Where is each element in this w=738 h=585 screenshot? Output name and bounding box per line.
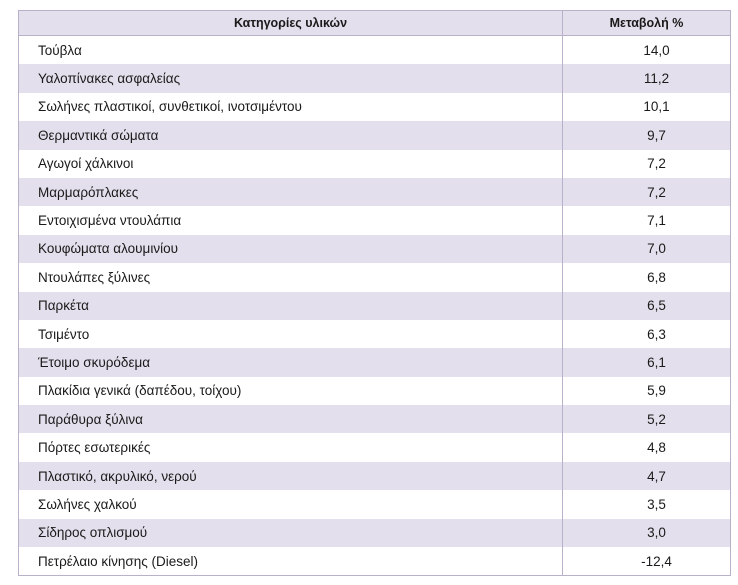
category-cell: Εντοιχισμένα ντουλάπια: [19, 206, 563, 234]
category-cell: Τσιμέντο: [19, 320, 563, 348]
change-cell: 4,8: [563, 433, 731, 461]
category-cell: Κουφώματα αλουμινίου: [19, 235, 563, 263]
table-row: [19, 519, 731, 547]
category-cell: Παράθυρα ξύλινα: [19, 405, 563, 433]
category-cell: Πετρέλαιο κίνησης (Diesel): [19, 547, 563, 576]
materials-price-change-table: [18, 10, 731, 576]
change-cell: 7,1: [563, 206, 731, 234]
materials-table-container: [18, 10, 730, 576]
table-row: [19, 93, 731, 121]
change-cell: 10,1: [563, 93, 731, 121]
change-cell: 14,0: [563, 36, 731, 65]
change-cell: 7,0: [563, 235, 731, 263]
category-cell: Πλαστικό, ακρυλικό, νερού: [19, 462, 563, 490]
category-cell: Θερμαντικά σώματα: [19, 121, 563, 149]
change-cell: 6,8: [563, 263, 731, 291]
table-row: [19, 235, 731, 263]
table-row: [19, 320, 731, 348]
category-cell: Ντουλάπες ξύλινες: [19, 263, 563, 291]
change-cell: 6,5: [563, 292, 731, 320]
category-cell: Μαρμαρόπλακες: [19, 178, 563, 206]
change-cell: 3,0: [563, 519, 731, 547]
table-row: [19, 263, 731, 291]
table-row: [19, 206, 731, 234]
change-cell: 5,9: [563, 377, 731, 405]
table-row: [19, 348, 731, 376]
category-cell: Τούβλα: [19, 36, 563, 65]
category-cell: Παρκέτα: [19, 292, 563, 320]
table-row: [19, 377, 731, 405]
change-cell: 7,2: [563, 150, 731, 178]
column-header-change: Μεταβολή %: [563, 11, 731, 36]
change-cell: 6,3: [563, 320, 731, 348]
category-cell: Υαλοπίνακες ασφαλείας: [19, 64, 563, 92]
category-cell: Σωλήνες χαλκού: [19, 490, 563, 518]
table-row: [19, 64, 731, 92]
table-row: [19, 292, 731, 320]
change-cell: -12,4: [563, 547, 731, 576]
table-row: [19, 405, 731, 433]
table-row: [19, 462, 731, 490]
table-row: [19, 150, 731, 178]
category-cell: Έτοιμο σκυρόδεμα: [19, 348, 563, 376]
table-row: [19, 36, 731, 65]
change-cell: 4,7: [563, 462, 731, 490]
change-cell: 6,1: [563, 348, 731, 376]
column-header-category: Κατηγορίες υλικών: [19, 11, 563, 36]
table-row: [19, 547, 731, 576]
category-cell: Σωλήνες πλαστικοί, συνθετικοί, ινοτσιμέντου: [19, 93, 563, 121]
change-cell: 5,2: [563, 405, 731, 433]
change-cell: 9,7: [563, 121, 731, 149]
category-cell: Πόρτες εσωτερικές: [19, 433, 563, 461]
change-cell: 11,2: [563, 64, 731, 92]
change-cell: 7,2: [563, 178, 731, 206]
category-cell: Πλακίδια γενικά (δαπέδου, τοίχου): [19, 377, 563, 405]
table-row: [19, 433, 731, 461]
table-row: [19, 490, 731, 518]
category-cell: Αγωγοί χάλκινοι: [19, 150, 563, 178]
table-row: [19, 178, 731, 206]
category-cell: Σίδηρος οπλισμού: [19, 519, 563, 547]
change-cell: 3,5: [563, 490, 731, 518]
table-row: [19, 121, 731, 149]
table-header-row: [19, 11, 731, 36]
